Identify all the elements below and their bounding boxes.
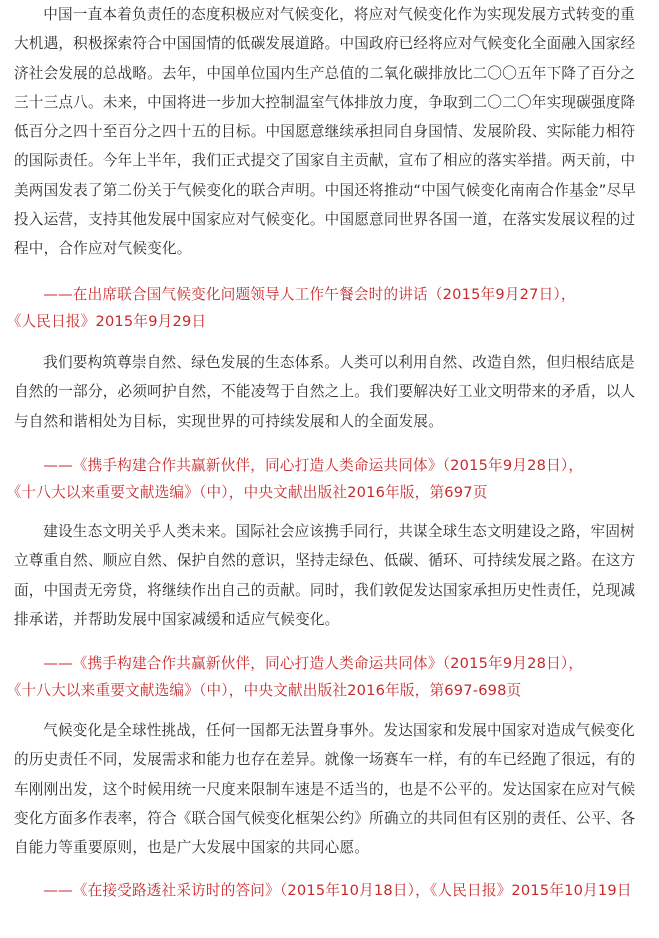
citation-title-3: ——《携手构建合作共赢新伙伴，同心打造人类命运共同体》（2015年9月28日）， (43, 655, 584, 672)
quote-citation-1 (14, 281, 645, 335)
citation-source-1: 《人民日报》2015年9月29日 (14, 313, 207, 330)
quote-paragraph-2: 我们要构筑尊崇自然、绿色发展的生态体系。人类可以利用自然、改造自然，但归根结底是自然的一部分，必须呵护自然，不能凌驾于自然之上。我们要解决好工业文明带来的矛盾，以人与自然和谐相处为目标，实现世界的可持续发展和人的全面发展。 (14, 354, 636, 430)
citation-source-3: 《十八大以来重要文献选编》（中），中央文献出版社2016年版，第697-698页 (14, 682, 522, 699)
citation-title-2: ——《携手构建合作共赢新伙伴，同心打造人类命运共同体》（2015年9月28日）， (43, 457, 584, 474)
quote-citation-4 (14, 877, 645, 904)
quote-paragraph-3: 建设生态文明关乎人类未来。国际社会应该携手同行，共谋全球生态文明建设之路，牢固树立尊重自然、顺应自然、保护自然的意识，坚持走绿色、低碳、循环、可持续发展之路。在这方面，中国责无旁贷，将继续作出自己的贡献。同时，我们敦促发达国家承担历史性责任，兑现减排承诺，并帮助发展中国家减缓和适应气候变化。 (14, 523, 636, 628)
citation-title-4: ——《在接受路透社采访时的答问》（2015年10月18日）， (43, 882, 430, 899)
citation-source-4: 《人民日报》2015年10月19日 (429, 882, 632, 899)
quote-paragraph-1: 中国一直本着负责任的态度积极应对气候变化，将应对气候变化作为实现发展方式转变的重大机遇，积极探索符合中国国情的低碳发展道路。中国政府已经将应对气候变化全面融入国家经济社会发展的总战略。去年，中国单位国内生产总值的二氧化碳排放比二〇〇五年下降了百分之三十三点八。未来，中国将进一步加大控制温室气体排放力度，争取到二〇二〇年实现碳强度降低百分之四十至百分之四十五的目标。中国愿意继续承担同自身国情、发展阶段、实际能力相符的国际责任。今年上半年，我们正式提交了国家自主贡献，宣布了相应的落实举措。两天前，中美两国发表了第二份关于气候变化的联合声明。中国还将推动“中国气候变化南南合作基金”尽早投入运营，支持其他发展中国家应对气候变化。中国愿意同世界各国一道，在落实发展议程的过程中，合作应对气候变化。 (14, 6, 637, 258)
citation-title-1: ——在出席联合国气候变化问题领导人工作午餐会时的讲话（2015年9月27日）， (43, 286, 576, 303)
quote-citation-3 (14, 650, 645, 704)
citation-source-2: 《十八大以来重要文献选编》（中），中央文献出版社2016年版，第697页 (14, 484, 488, 501)
quote-paragraph-4: 气候变化是全球性挑战，任何一国都无法置身事外。发达国家和发展中国家对造成气候变化的历史责任不同，发展需求和能力也存在差异。就像一场赛车一样，有的车已经跑了很远，有的车刚刚出发，这个时候用统一尺度来限制车速是不适当的，也是不公平的。发达国家在应对气候变化方面多作表率，符合《联合国气候变化框架公约》所确立的共同但有区别的责任、公平、各自能力等重要原则，也是广大发展中国家的共同心愿。 (14, 722, 636, 857)
quote-citation-2 (14, 452, 645, 506)
